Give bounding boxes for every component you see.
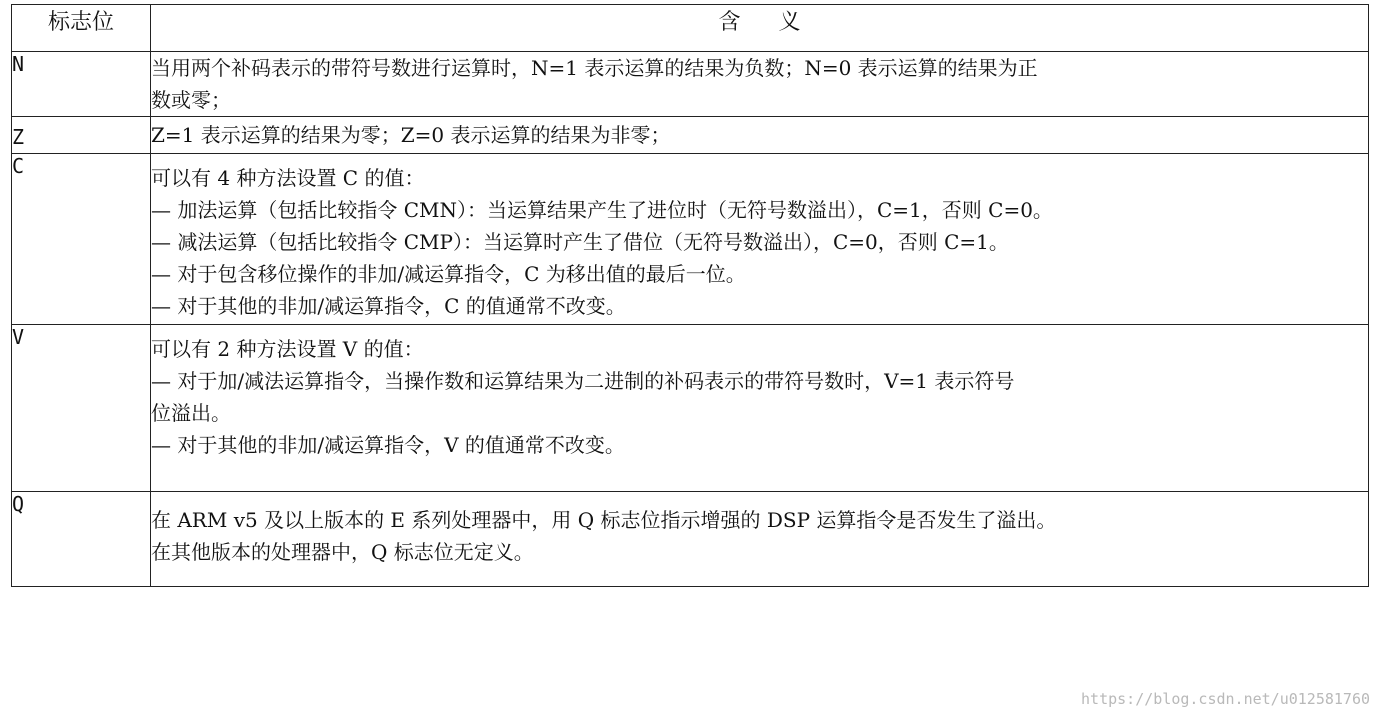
flag-cell: N <box>12 52 151 117</box>
table-row-q <box>12 492 1369 587</box>
meaning-line: — 减法运算（包括比较指令 CMP）：当运算时产生了借位（无符号数溢出），C=0，否则 C=1。 <box>151 230 1009 254</box>
meaning-line: — 对于包含移位操作的非加/减运算指令，C 为移出值的最后一位。 <box>151 262 746 286</box>
meaning-line: Z=1 表示运算的结果为零；Z=0 表示运算的结果为非零； <box>151 123 671 147</box>
flag-cell: Z <box>12 117 151 154</box>
header-meaning: 含义 <box>151 5 1369 52</box>
header-flag: 标志位 <box>12 5 151 52</box>
meaning-line: — 加法运算（包括比较指令 CMN）：当运算结果产生了进位时（无符号数溢出），C=1，否则 C=0。 <box>151 198 1053 222</box>
flag-cell: V <box>12 325 151 492</box>
table-row-z <box>12 117 1369 154</box>
meaning-cell <box>151 52 1369 117</box>
meaning-line: 在其他版本的处理器中，Q 标志位无定义。 <box>151 540 534 564</box>
meaning-line: — 对于其他的非加/减运算指令，C 的值通常不改变。 <box>151 294 626 318</box>
meaning-line: 可以有 4 种方法设置 C 的值： <box>151 166 425 190</box>
meaning-line: — 对于其他的非加/减运算指令，V 的值通常不改变。 <box>151 433 625 457</box>
meaning-line: 在 ARM v5 及以上版本的 E 系列处理器中，用 Q 标志位指示增强的 DSP 运算指令是否发生了溢出。 <box>151 508 1057 532</box>
meaning-cell <box>151 154 1369 325</box>
meaning-cell <box>151 492 1369 587</box>
meaning-line: 当用两个补码表示的带符号数进行运算时，N=1 表示运算的结果为负数；N=0 表示运算的结果为正 <box>151 56 1038 80</box>
flag-cell: Q <box>12 492 151 587</box>
flag-cell: C <box>12 154 151 325</box>
meaning-line: 数或零； <box>151 88 231 112</box>
table-row-c <box>12 154 1369 325</box>
meaning-line: 位溢出。 <box>151 401 231 425</box>
header-row <box>12 5 1369 52</box>
watermark: https://blog.csdn.net/u012581760 <box>1081 690 1370 708</box>
meaning-cell <box>151 117 1369 154</box>
table-row-v <box>12 325 1369 492</box>
flags-table <box>11 4 1369 587</box>
meaning-line: 可以有 2 种方法设置 V 的值： <box>151 337 424 361</box>
meaning-line: — 对于加/减法运算指令，当操作数和运算结果为二进制的补码表示的带符号数时，V=1 表示符号 <box>151 369 1015 393</box>
meaning-cell <box>151 325 1369 492</box>
table-row-n <box>12 52 1369 117</box>
